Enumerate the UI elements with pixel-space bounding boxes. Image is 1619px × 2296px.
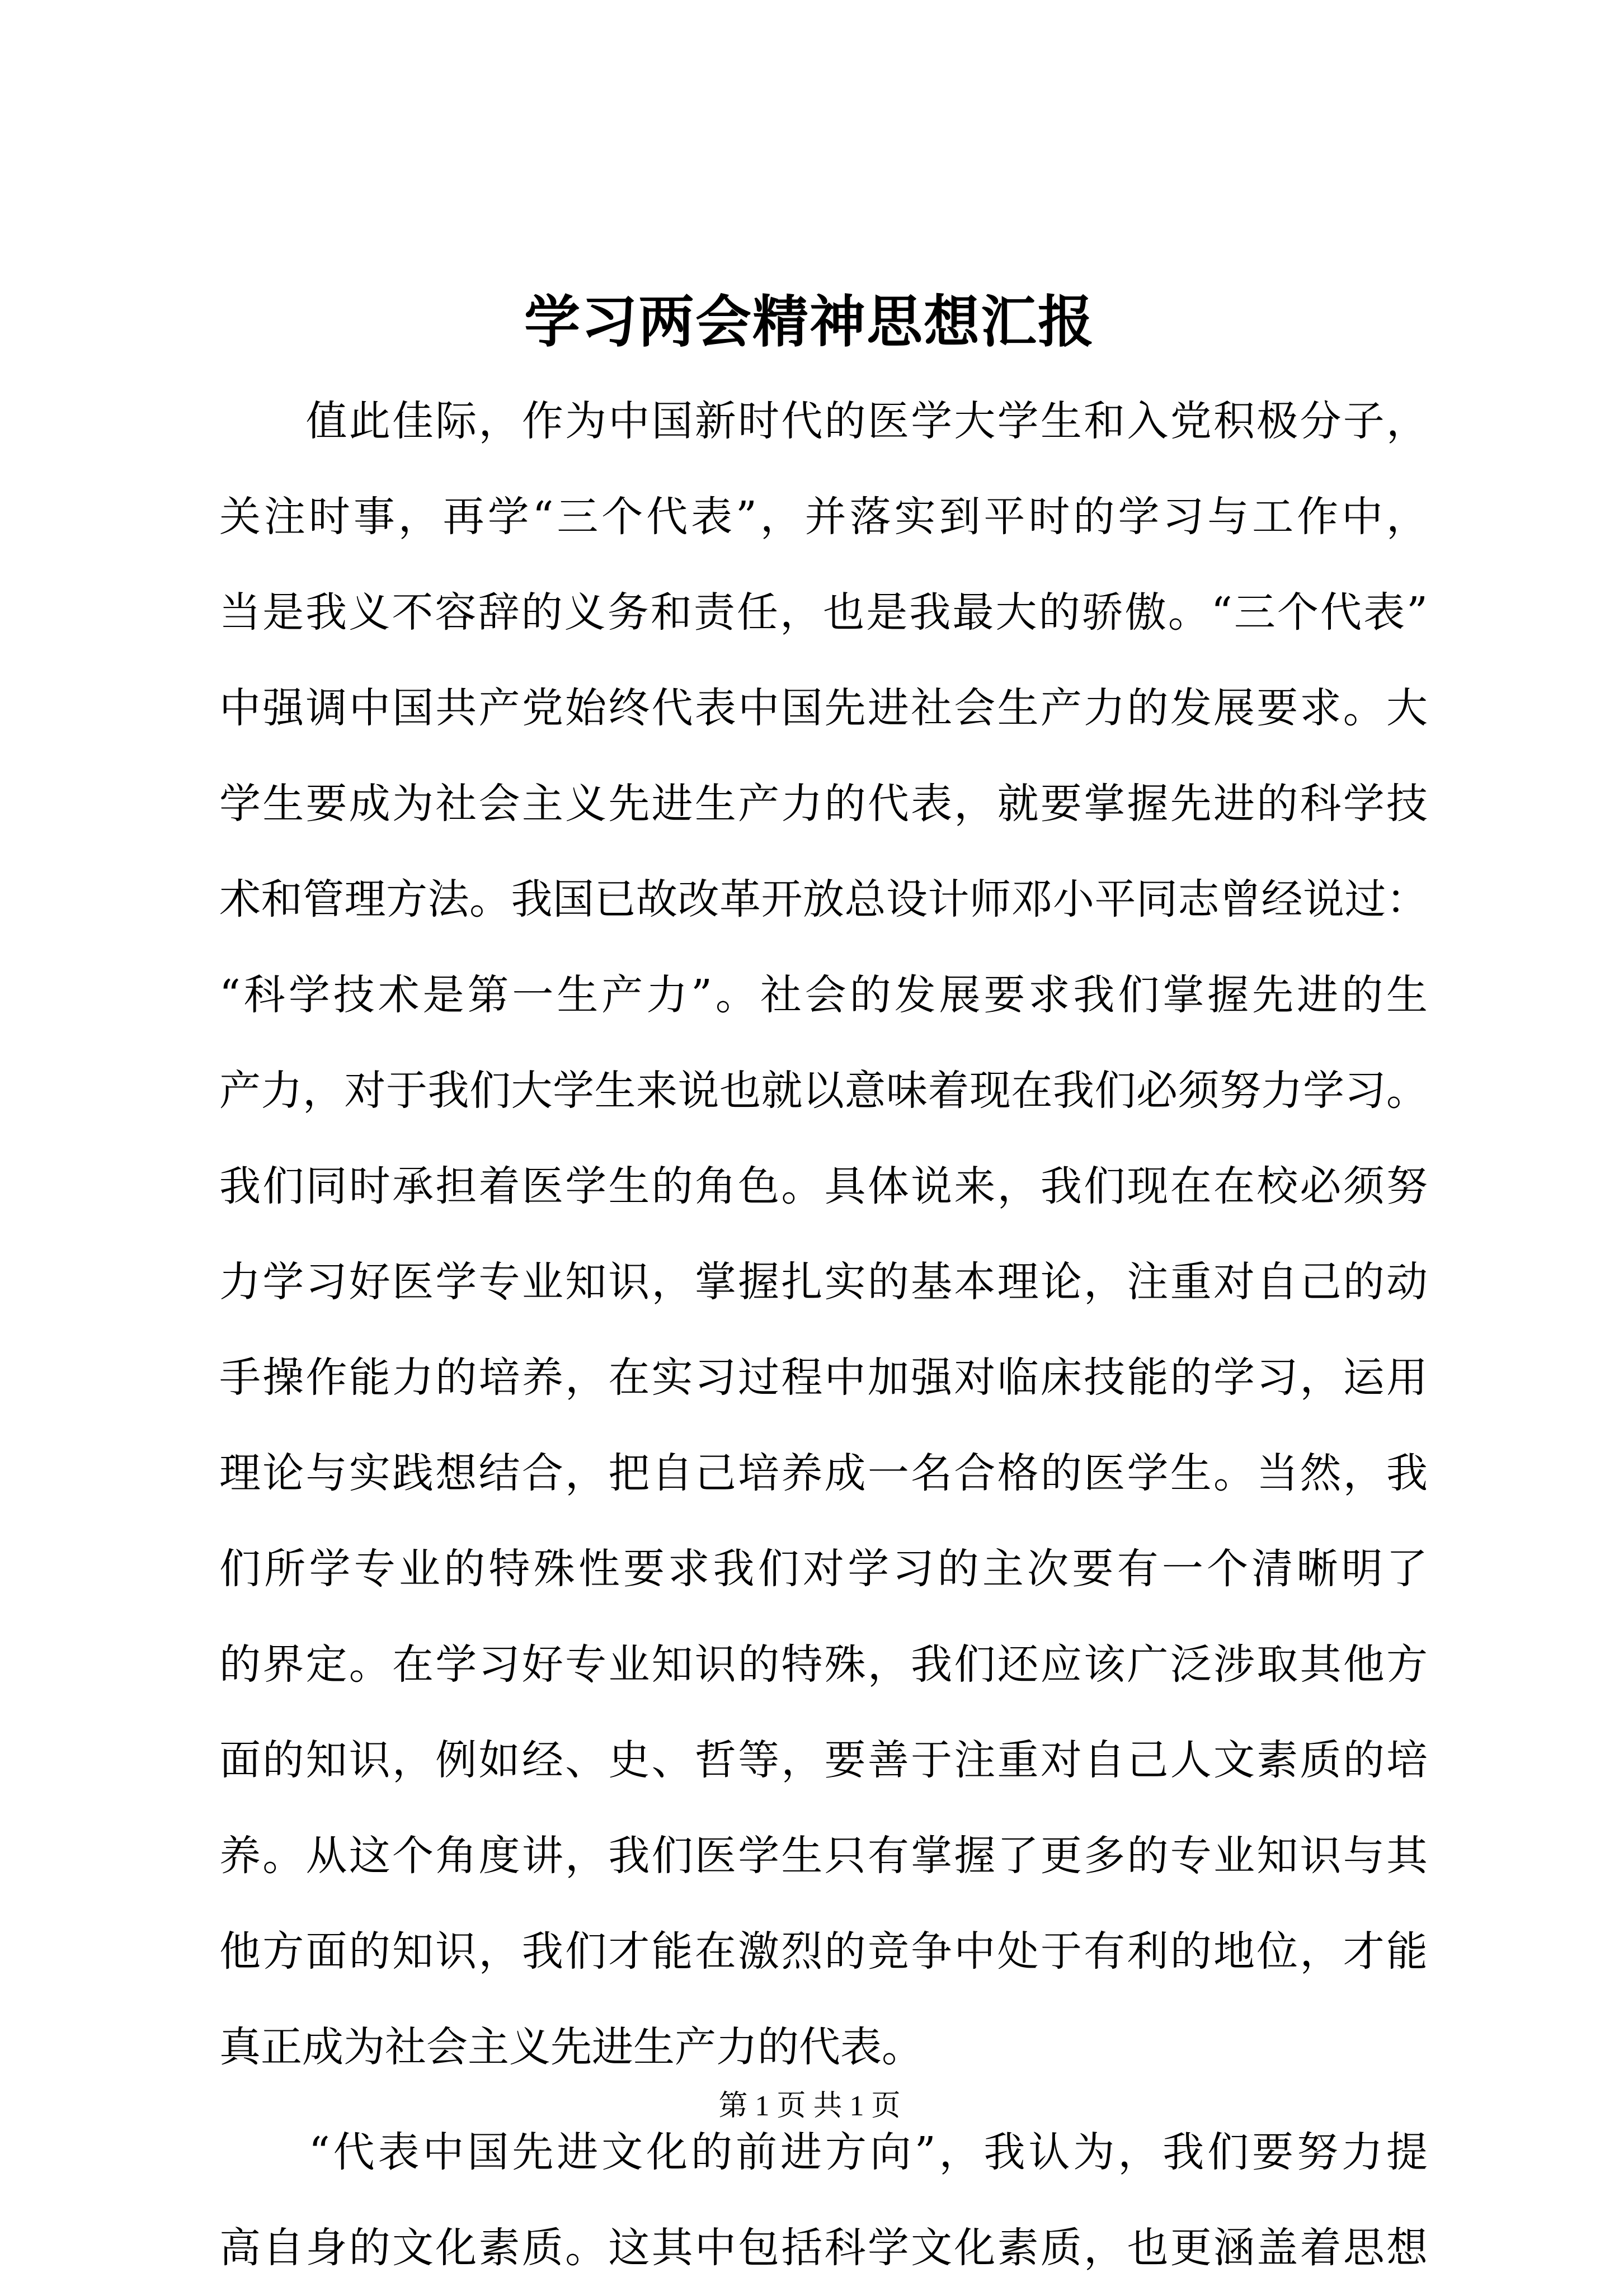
page-footer: 第 1 页 共 1 页 [718, 2090, 901, 2122]
body-line: 力学习好医学专业知识，掌握扎实的基本理论，注重对自己的动 [219, 1258, 1428, 1306]
body-line: 学生要成为社会主义先进生产力的代表，就要掌握先进的科学技 [219, 780, 1428, 828]
body-line: 他方面的知识，我们才能在激烈的竞争中处于有利的地位，才能 [219, 1927, 1428, 1976]
body-line: 的界定。在学习好专业知识的特殊，我们还应该广泛涉取其他方 [219, 1640, 1428, 1689]
body-line: 面的知识，例如经、史、哲等，要善于注重对自己人文素质的培 [219, 1736, 1428, 1784]
body-line: 手操作能力的培养，在实习过程中加强对临床技能的学习，运用 [219, 1354, 1428, 1402]
body-line: 真正成为社会主义先进生产力的代表。 [219, 2023, 923, 2071]
body-line: “科学技术是第一生产力”。社会的发展要求我们掌握先进的生 [219, 971, 1428, 1019]
body-line: 中强调中国共产党始终代表中国先进社会生产力的发展要求。大 [219, 684, 1428, 732]
body-line: “代表中国先进文化的前进方向”，我认为，我们要努力提 [219, 2128, 1428, 2176]
body-line: 们所学专业的特殊性要求我们对学习的主次要有一个清晰明了 [219, 1545, 1428, 1593]
body-line: 养。从这个角度讲，我们医学生只有掌握了更多的专业知识与其 [219, 1832, 1428, 1880]
body-line: 我们同时承担着医学生的角色。具体说来，我们现在在校必须努 [219, 1162, 1428, 1210]
body-line: 产力，对于我们大学生来说也就以意味着现在我们必须努力学习。 [219, 1067, 1428, 1115]
body-line: 值此佳际，作为中国新时代的医学大学生和入党积极分子， [219, 397, 1428, 445]
document-body [219, 374, 1428, 2296]
body-line: 关注时事，再学“三个代表”，并落实到平时的学习与工作中， [219, 493, 1428, 541]
body-line: 术和管理方法。我国已故改革开放总设计师邓小平同志曾经说过： [219, 875, 1428, 923]
body-line: 理论与实践想结合，把自己培养成一名合格的医学生。当然，我 [219, 1449, 1428, 1497]
body-line: 高自身的文化素质。这其中包括科学文化素质，也更涵盖着思想 [219, 2224, 1428, 2272]
document-title: 学习两会精神思想汇报 [524, 289, 1095, 355]
body-line: 当是我义不容辞的义务和责任，也是我最大的骄傲。“三个代表” [219, 588, 1428, 637]
